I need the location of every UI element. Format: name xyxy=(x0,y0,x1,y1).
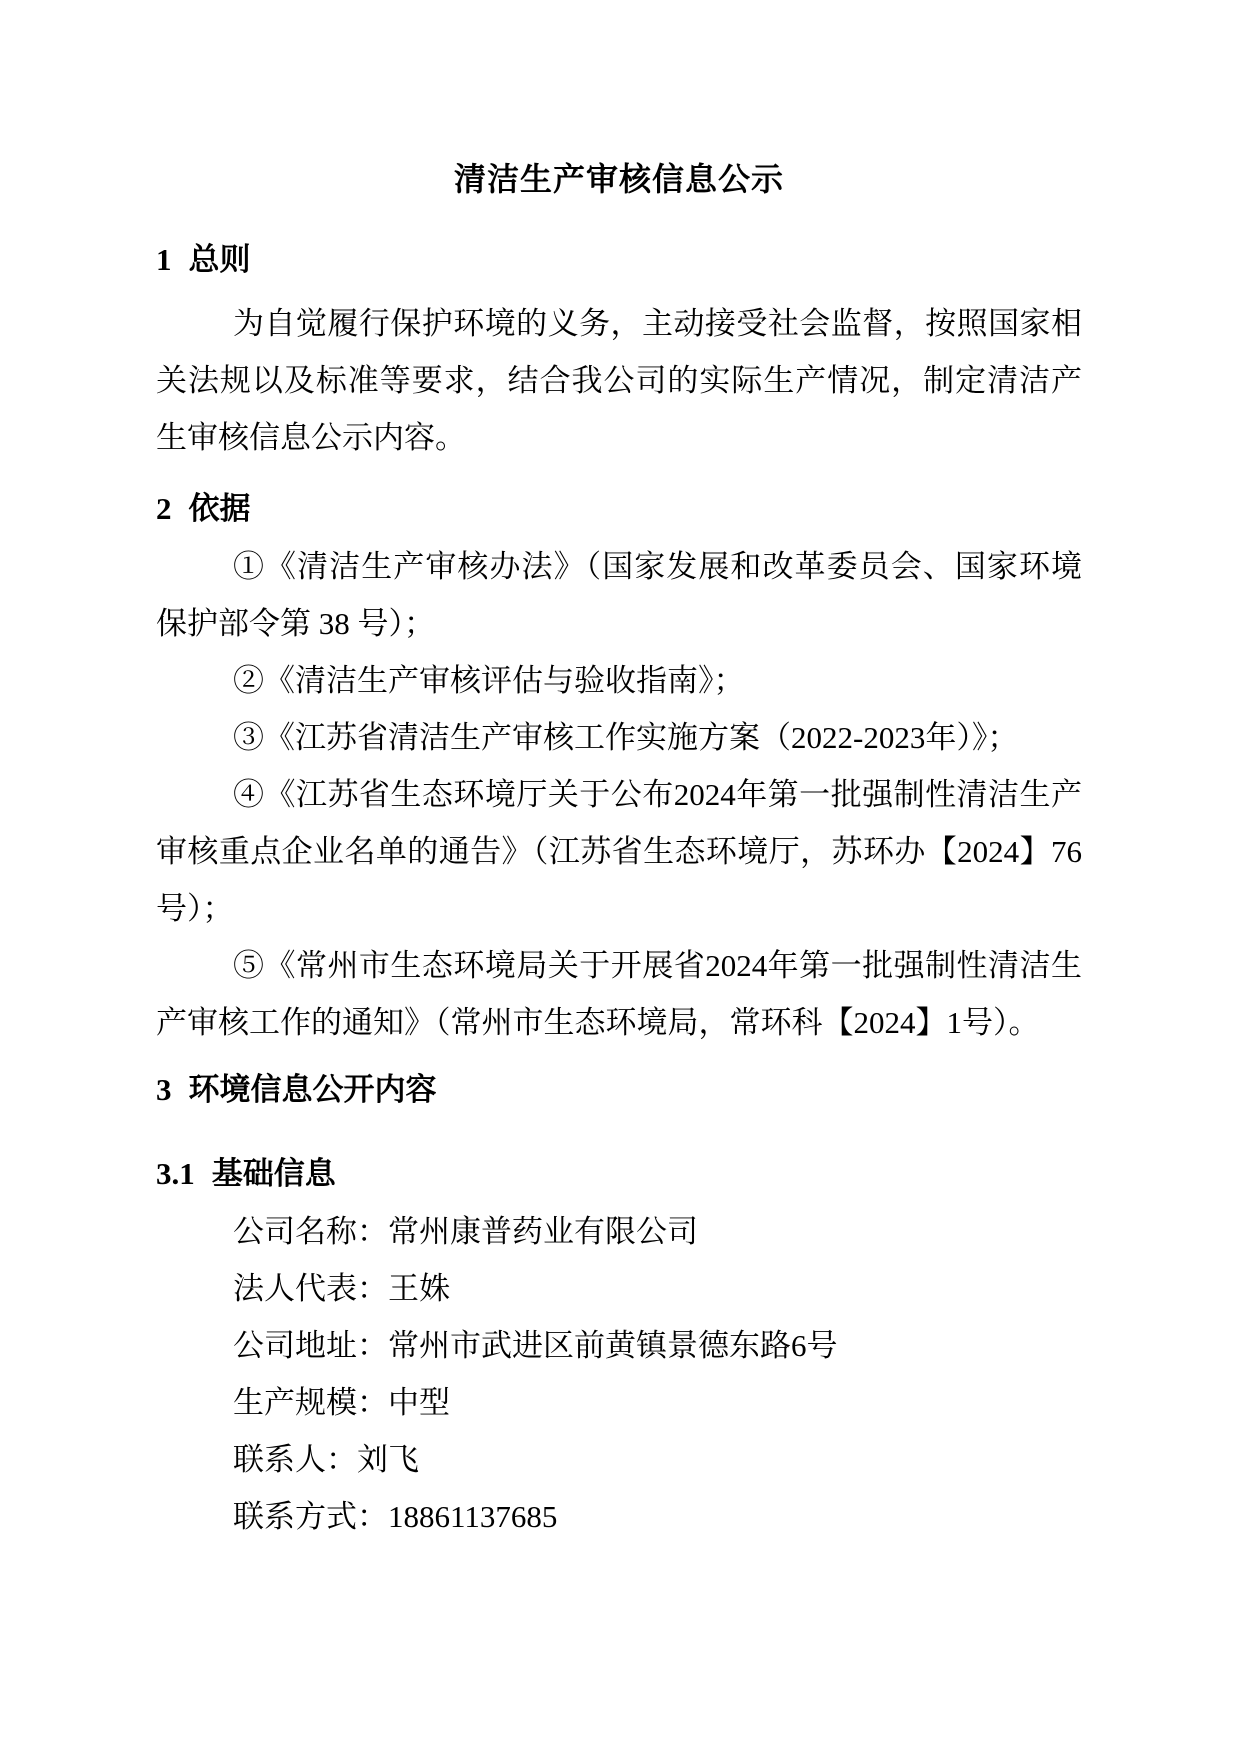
field-contact-number-value: 18861137685 xyxy=(388,1499,558,1534)
field-contact-number xyxy=(156,1488,1082,1545)
field-company-name-value: 常州康普药业有限公司 xyxy=(388,1214,698,1249)
document-title: 清洁生产审核信息公示 xyxy=(453,161,784,197)
general-rules-paragraph: 为自觉履行保护环境的义务，主动接受社会监督，按照国家相关法规以及标准等要求，结合我公司的实际生产情况，制定清洁产生审核信息公示内容。 xyxy=(156,306,1082,455)
field-contact-person xyxy=(156,1431,1082,1488)
subsection-3-1-heading xyxy=(156,1145,1082,1203)
basis-item-4: ④《江苏省生态环境厅关于公布2024年第一批强制性清洁生产审核重点企业名单的通告》（江苏省生态环境厅，苏环办【2024】76号）； xyxy=(156,777,1082,926)
field-company-address-label: 公司地址： xyxy=(233,1328,388,1363)
field-legal-representative-label: 法人代表： xyxy=(233,1271,388,1306)
section-2-title: 依据 xyxy=(188,491,251,526)
field-company-address xyxy=(156,1317,1082,1374)
field-contact-person-value: 刘飞 xyxy=(357,1442,419,1477)
section-3-number: 3 xyxy=(156,1072,172,1107)
section-2-heading xyxy=(156,480,1082,538)
section-3-heading xyxy=(156,1061,1082,1119)
field-contact-person-label: 联系人： xyxy=(233,1442,357,1477)
basis-item-2: ②《清洁生产审核评估与验收指南》； xyxy=(233,663,745,698)
field-company-address-value: 常州市武进区前黄镇景德东路6号 xyxy=(388,1328,838,1363)
field-production-scale-label: 生产规模： xyxy=(233,1385,388,1420)
subsection-basic-info xyxy=(156,1145,1082,1545)
subsection-3-1-number: 3.1 xyxy=(156,1156,195,1191)
section-general-rules xyxy=(156,231,1082,466)
field-production-scale-value: 中型 xyxy=(388,1385,450,1420)
section-1-heading xyxy=(156,231,1082,289)
basis-item-1: ①《清洁生产审核办法》（国家发展和改革委员会、国家环境保护部令第 38 号）； xyxy=(156,549,1082,641)
basis-item-3: ③《江苏省清洁生产审核工作实施方案（2022-2023年）》； xyxy=(233,720,1019,755)
section-disclosure-content xyxy=(156,1061,1082,1545)
section-1-number: 1 xyxy=(156,242,172,277)
section-1-title: 总则 xyxy=(188,242,251,277)
section-3-title: 环境信息公开内容 xyxy=(188,1072,437,1107)
field-production-scale xyxy=(156,1374,1082,1431)
field-company-name xyxy=(156,1203,1082,1260)
field-company-name-label: 公司名称： xyxy=(233,1214,388,1249)
subsection-3-1-title: 基础信息 xyxy=(211,1156,336,1191)
section-2-number: 2 xyxy=(156,491,172,526)
field-legal-representative xyxy=(156,1260,1082,1317)
field-legal-representative-value: 王姝 xyxy=(388,1271,450,1306)
basis-item-5: ⑤《常州市生态环境局关于开展省2024年第一批强制性清洁生产审核工作的通知》（常州市生态环境局，常环科【2024】1号）。 xyxy=(156,948,1082,1040)
section-basis xyxy=(156,480,1082,1051)
field-contact-number-label: 联系方式： xyxy=(233,1499,388,1534)
